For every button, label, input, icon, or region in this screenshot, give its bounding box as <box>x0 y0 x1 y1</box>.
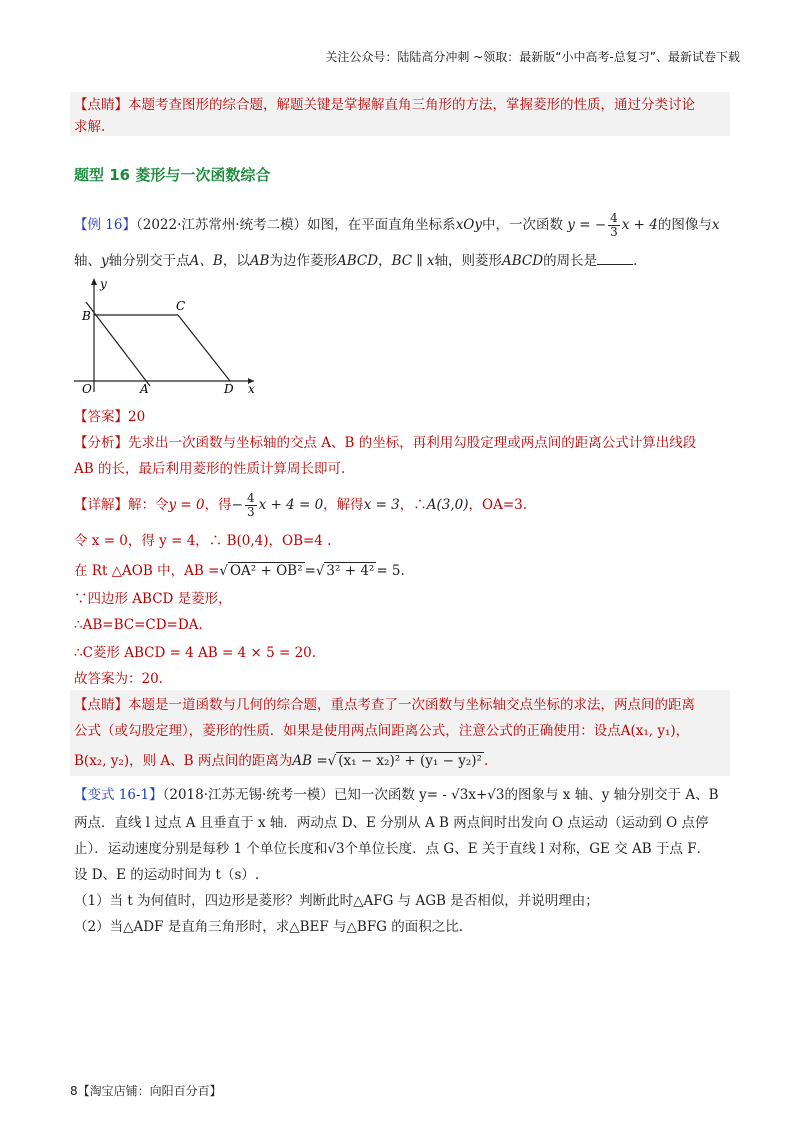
label-c: C <box>176 299 186 313</box>
analysis-tag: 【分析】 <box>74 435 128 451</box>
label-b: B <box>82 309 91 323</box>
top-comment-line2: 求解. <box>74 119 106 135</box>
label-o: O <box>82 382 92 396</box>
detail-line3: 在 Rt △AOB 中，AB =√ OA² + OB² =√ 3² + 4² = 5. <box>74 563 405 579</box>
detail-line7: 故答案为：20. <box>74 671 163 687</box>
detail-tag: 【详解】 <box>74 497 128 513</box>
example-tag: 【例 16】 <box>74 217 136 233</box>
y-axis-arrow <box>91 278 97 285</box>
label-x: x <box>248 382 255 396</box>
fraction: $\frac{4}{3}$ <box>610 211 618 239</box>
page-header: 关注公众号：陆陆高分冲刺 ~领取：最新版“小中高考-总复习”、最新试卷下载 <box>325 50 740 64</box>
analysis-line1: 【分析】先求出一次函数与坐标轴的交点 A、B 的坐标，再利用勾股定理或两点间的距离公式计算出线段 <box>74 435 697 451</box>
label-d: D <box>224 382 234 396</box>
detail-line5: ∴AB=BC=CD=DA. <box>74 617 203 633</box>
variant-q1: （1）当 t 为何值时，四边形是菱形？判断此时△AFG 与 AGB 是否相似，并说明理由； <box>74 893 599 909</box>
answer-line: 【答案】20 <box>74 409 146 425</box>
comment2-line3: B(x₂, y₂)，则 A、B 两点间的距离为AB =√ (x₁ − x₂)² + (y₁ − y₂)² . <box>74 753 489 769</box>
variant-q2: （2）当△ADF 是直角三角形时，求△BEF 与△BFG 的面积之比. <box>74 919 464 935</box>
detail-line6: ∴C菱形 ABCD = 4 AB = 4 × 5 = 20. <box>74 645 317 661</box>
detail-line2: 令 x = 0，得 y = 4，∴ B(0,4)，OB=4 . <box>74 533 332 549</box>
comment2-line1: 【点睛】本题是一道函数与几何的综合题，重点考查了一次函数与坐标轴交点坐标的求法，两点间的距离 <box>74 697 695 713</box>
detail-line1: 【详解】解：令y = 0，得− $\frac{4}{3}$ x + 4 = 0，解得x = 3，∴A(3,0)，OA=3. <box>74 491 528 519</box>
comment2-line2: 公式（或勾股定理），菱形的性质．如果是使用两点间距离公式，注意公式的正确使用：设点A(x₁, y₁)， <box>74 723 690 739</box>
page-footer: 8【淘宝店铺：向阳百分百】 <box>70 1084 222 1098</box>
detail-line4: ∵四边形 ABCD 是菱形， <box>74 591 232 607</box>
example-line1: 【例 16】（2022·江苏常州·统考二模）如图，在平面直角坐标系xOy中，一次函数 y = − $\frac{4}{3}$ x + 4的图像与x <box>74 211 720 239</box>
comment-tag: 【点睛】 <box>74 97 128 113</box>
analysis-line2: AB 的长，最后利用菱形的性质计算周长即可. <box>74 461 346 477</box>
variant-line4: 设 D、E 的运动时间为 t（s）. <box>74 867 260 883</box>
label-a: A <box>140 382 149 396</box>
answer-tag: 【答案】 <box>74 409 128 425</box>
variant-line1: 【变式 16-1】（2018·江苏无锡·统考一模）已知一次函数 y= - √3x+√3的图象与 x 轴、y 轴分别交于 A、B <box>74 787 719 803</box>
rhombus-figure <box>70 272 270 396</box>
top-comment-line1: 【点睛】本题考查图形的综合题，解题关键是掌握解直角三角形的方法，掌握菱形的性质，通过分类讨论 <box>74 97 695 113</box>
variant-tag: 【变式 16-1】 <box>74 787 163 803</box>
section-title: 题型 16 菱形与一次函数综合 <box>74 166 271 184</box>
detail-fraction: $\frac{4}{3}$ <box>246 491 255 519</box>
answer-blank <box>597 264 633 265</box>
segment-cd <box>178 315 230 381</box>
example-line2: 轴、y轴分别交于点A、B，以AB为边作菱形ABCD，BC ∥ x轴，则菱形ABCD的周长是 . <box>74 253 638 269</box>
variant-line3: 止）．运动速度分别是每秒 1 个单位长度和√3个单位长度．点 G、E 关于直线 l 对称，GE 交 AB 于点 F． <box>74 841 711 857</box>
comment2-tag: 【点睛】 <box>74 697 128 713</box>
label-y: y <box>100 277 107 291</box>
variant-line2: 两点．直线 l 过点 A 且垂直于 x 轴．两动点 D、E 分别从 A B 两点间时出发向 O 点运动（运动到 O 点停 <box>74 815 709 831</box>
